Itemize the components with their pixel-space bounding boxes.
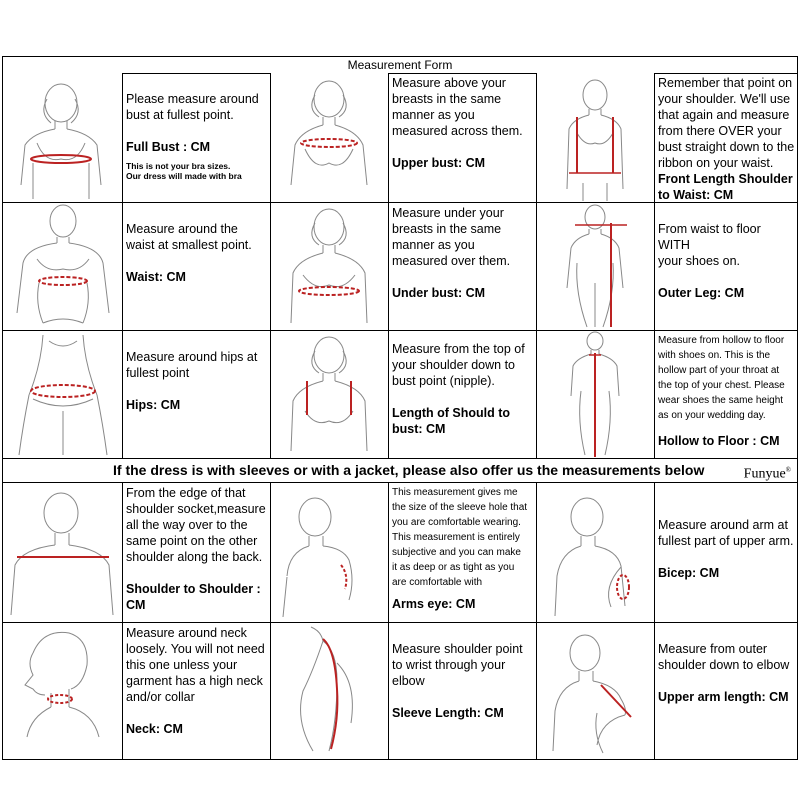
waist-label: Waist: CM <box>126 270 186 284</box>
figure-full-bust <box>3 73 123 202</box>
table-row <box>3 331 797 459</box>
figure-upper-bust <box>271 73 389 202</box>
arms-eye-label: Arms eye: CM <box>392 597 476 611</box>
shoulder-to-bust-label: Length of Should to bust: CM <box>392 406 511 436</box>
arms-eye-cell: This measurement gives me the size of the sleeve hole that you are comfortable wearing. This measurement is entirely subjective and you can make it as deep or as tight as you are comfortable with Arms eye: CM <box>389 483 537 622</box>
under-bust-cell: Measure under your breasts in the same manner as you measured over them. Under bust: CM <box>389 203 537 330</box>
upper-bust-label: Upper bust: CM <box>392 156 486 170</box>
brand-logo: Funyue® <box>743 466 791 482</box>
figure-waist <box>3 203 123 330</box>
figure-neck <box>3 623 123 759</box>
form-title: Measurement Form <box>3 57 797 74</box>
sleeves-banner: If the dress is with sleeves or with a jacket, please also offer us the measurements below Funyue® <box>3 459 797 483</box>
outer-leg-cell: From waist to floor WITH your shoes on. Outer Leg: CM <box>655 203 799 330</box>
upper-arm-length-cell: Measure from outer shoulder down to elbow Upper arm length: CM <box>655 623 799 759</box>
figure-front-length <box>537 73 655 202</box>
figure-hollow-to-floor <box>537 331 655 458</box>
neck-label: Neck: CM <box>126 722 183 736</box>
table-row <box>3 73 797 203</box>
sleeve-length-label: Sleeve Length: CM <box>392 706 504 720</box>
under-bust-label: Under bust: CM <box>392 286 486 300</box>
waist-cell: Measure around the waist at smallest point. Waist: CM <box>123 203 271 330</box>
full-bust-cell: Please measure around bust at fullest point. Full Bust : CM This is not your bra sizes. Our dress will made with bra <box>123 73 271 202</box>
hips-cell: Measure around hips at fullest point Hips: CM <box>123 331 271 458</box>
figure-bicep <box>537 483 655 622</box>
front-length-cell: Remember that point on your shoulder. We'll use that again and measure from there OVER your bust straight down to the ribbon on your waist. Front Length Shoulder to Waist: CM <box>658 76 795 202</box>
figure-shoulder-to-bust <box>271 331 389 458</box>
figure-shoulder-to-shoulder <box>3 483 123 622</box>
outer-leg-label: Outer Leg: CM <box>658 286 745 300</box>
bicep-label: Bicep: CM <box>658 566 720 580</box>
shoulder-to-bust-cell: Measure from the top of your shoulder down to bust point (nipple). Length of Should to bust: CM <box>389 331 537 458</box>
front-length-label: Front Length Shoulder to Waist: CM <box>658 172 793 202</box>
hips-label: Hips: CM <box>126 398 181 412</box>
hollow-to-floor-label: Hollow to Floor : CM <box>658 434 780 448</box>
upper-bust-cell: Measure above your breasts in the same manner as you measured across them. Upper bust: CM <box>389 73 537 202</box>
figure-under-bust <box>271 203 389 330</box>
table-row <box>3 623 797 759</box>
figure-hips <box>3 331 123 458</box>
measurement-form <box>2 56 798 760</box>
shoulder-to-shoulder-label: Shoulder to Shoulder : CM <box>126 582 261 612</box>
figure-sleeve-length <box>271 623 389 759</box>
shoulder-to-shoulder-cell: From the edge of that shoulder socket,measure all the way over to the same point on the other shoulder along the back. Shoulder to Shoulder : CM <box>123 483 271 622</box>
sleeve-length-cell: Measure shoulder point to wrist through your elbow Sleeve Length: CM <box>389 623 537 759</box>
full-bust-label: Full Bust : CM <box>126 140 211 154</box>
neck-cell: Measure around neck loosely. You will not need this one unless your garment has a high neck and/or collar Neck: CM <box>123 623 271 759</box>
table-row <box>3 203 797 331</box>
figure-upper-arm-length <box>537 623 655 759</box>
bicep-cell: Measure around arm at fullest part of upper arm. Bicep: CM <box>655 483 799 622</box>
hollow-to-floor-cell: Measure from hollow to floor with shoes on. This is the hollow part of your throat at the top of your chest. Please wear shoes the same height as on your wedding day. Hollow to Floor : CM <box>655 331 799 458</box>
upper-arm-length-label: Upper arm length: CM <box>658 690 789 704</box>
table-row <box>3 483 797 623</box>
figure-arms-eye <box>271 483 389 622</box>
figure-outer-leg <box>537 203 655 330</box>
